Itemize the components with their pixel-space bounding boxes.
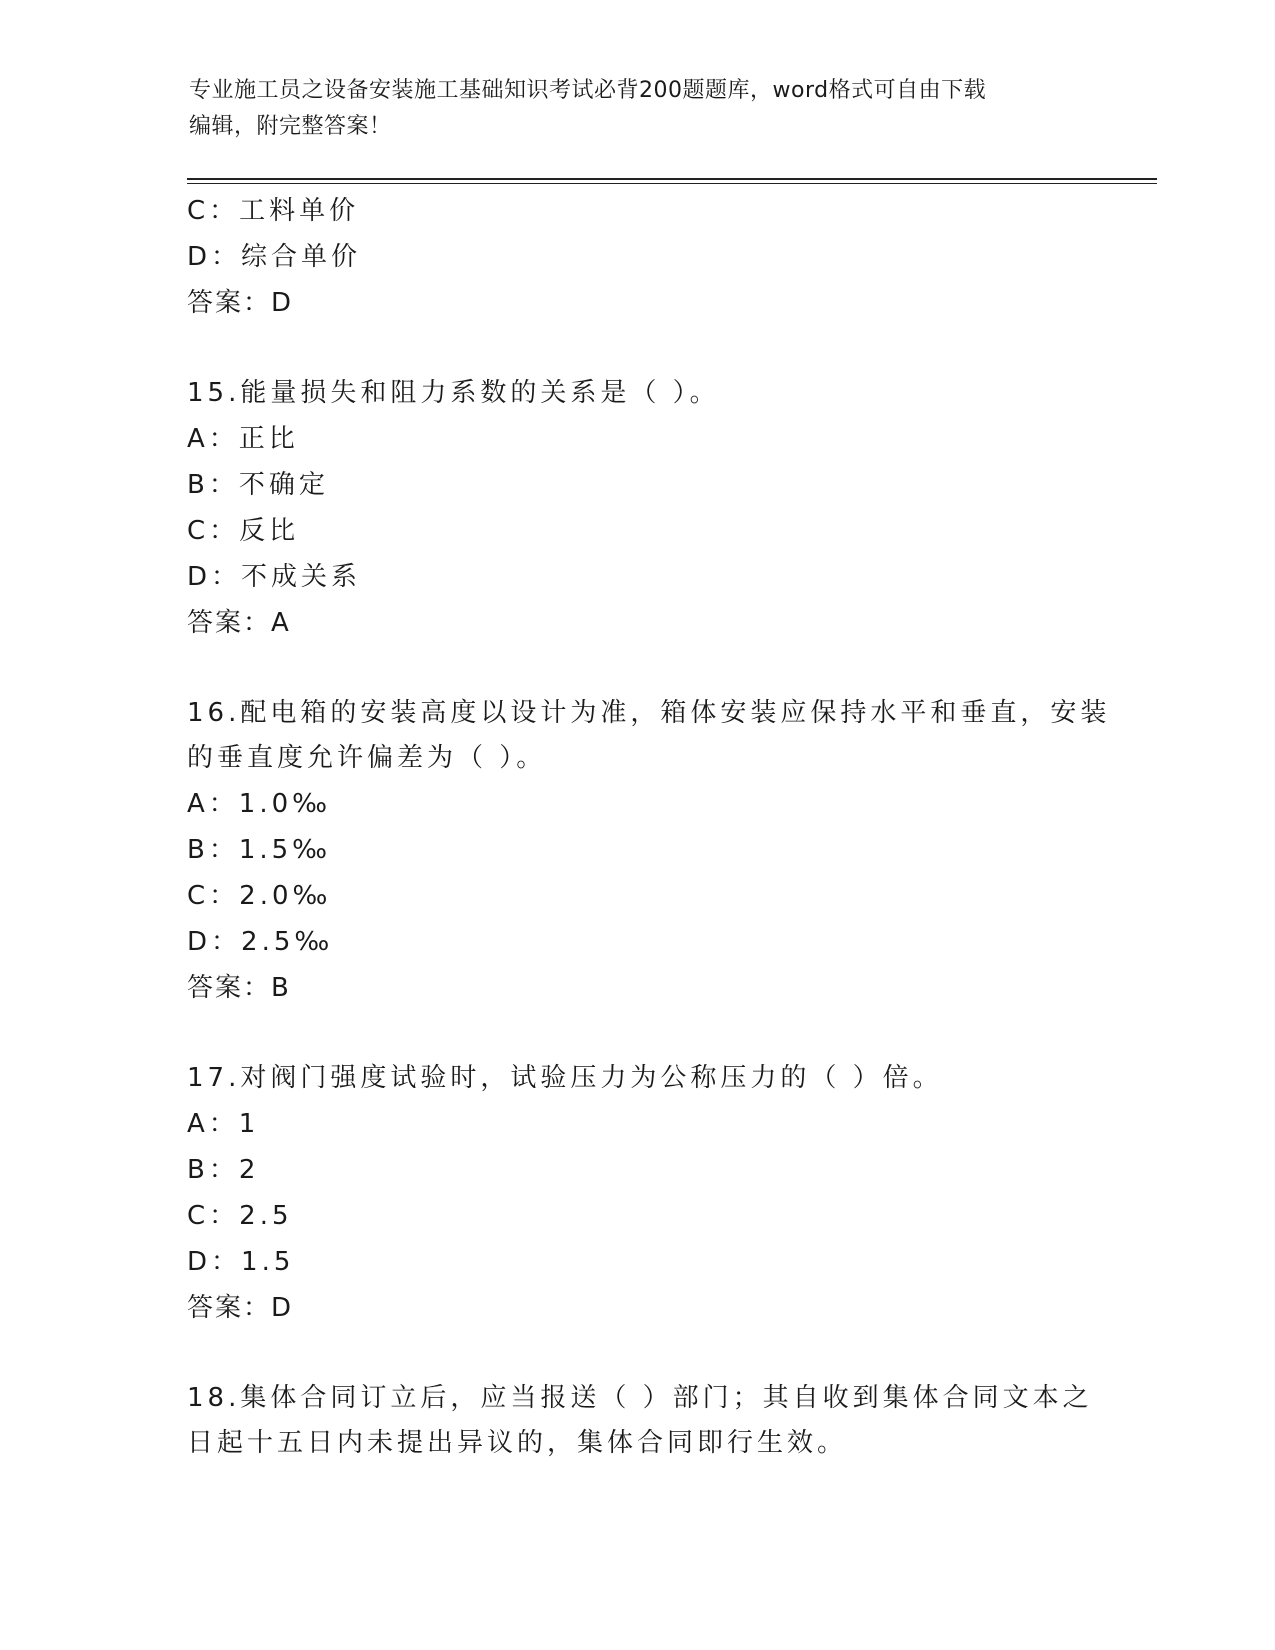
option-d: D：综合单价 bbox=[187, 242, 362, 272]
question-list bbox=[187, 188, 1111, 1466]
question-14-tail bbox=[187, 188, 1087, 326]
question-stem-line-1: 16.配电箱的安装高度以设计为准，箱体安装应保持水平和垂直，安装 bbox=[187, 698, 1111, 728]
header-divider-thin bbox=[187, 183, 1157, 184]
question-stem-line-2: 日起十五日内未提出异议的，集体合同即行生效。 bbox=[187, 1428, 848, 1458]
answer: 答案：A bbox=[187, 608, 291, 638]
option-a: A：正比 bbox=[187, 424, 299, 454]
option-d: D：1.5 bbox=[187, 1247, 295, 1277]
option-a: A：1.0‰ bbox=[187, 789, 332, 819]
header-line-2: 编辑，附完整答案！ bbox=[189, 114, 392, 139]
option-c: C：工料单价 bbox=[187, 196, 360, 226]
option-b: B：1.5‰ bbox=[187, 835, 332, 865]
option-b: B：2 bbox=[187, 1155, 260, 1185]
question-stem: 17.对阀门强度试验时，试验压力为公称压力的（ ）倍。 bbox=[187, 1063, 943, 1093]
option-a: A：1 bbox=[187, 1109, 260, 1139]
header-divider-thick bbox=[187, 178, 1157, 180]
option-b: B：不确定 bbox=[187, 470, 329, 500]
question-15 bbox=[187, 371, 1087, 646]
question-18 bbox=[187, 1376, 1093, 1466]
option-d: D：2.5‰ bbox=[187, 927, 334, 957]
question-17 bbox=[187, 1056, 1087, 1331]
document-header bbox=[189, 73, 1089, 145]
question-16 bbox=[187, 691, 1111, 1011]
option-d: D：不成关系 bbox=[187, 562, 362, 592]
option-c: C：反比 bbox=[187, 516, 300, 546]
question-stem-line-2: 的垂直度允许偏差为（ ）。 bbox=[187, 743, 547, 773]
header-line-1: 专业施工员之设备安装施工基础知识考试必背200题题库，word格式可自由下载 bbox=[189, 78, 987, 103]
question-stem: 15.能量损失和阻力系数的关系是（ ）。 bbox=[187, 378, 720, 408]
option-c: C：2.0‰ bbox=[187, 881, 332, 911]
answer: 答案：B bbox=[187, 973, 291, 1003]
option-c: C：2.5 bbox=[187, 1201, 293, 1231]
answer: 答案：D bbox=[187, 1293, 294, 1323]
question-stem-line-1: 18.集体合同订立后，应当报送（ ）部门；其自收到集体合同文本之 bbox=[187, 1383, 1093, 1413]
answer: 答案：D bbox=[187, 288, 294, 318]
